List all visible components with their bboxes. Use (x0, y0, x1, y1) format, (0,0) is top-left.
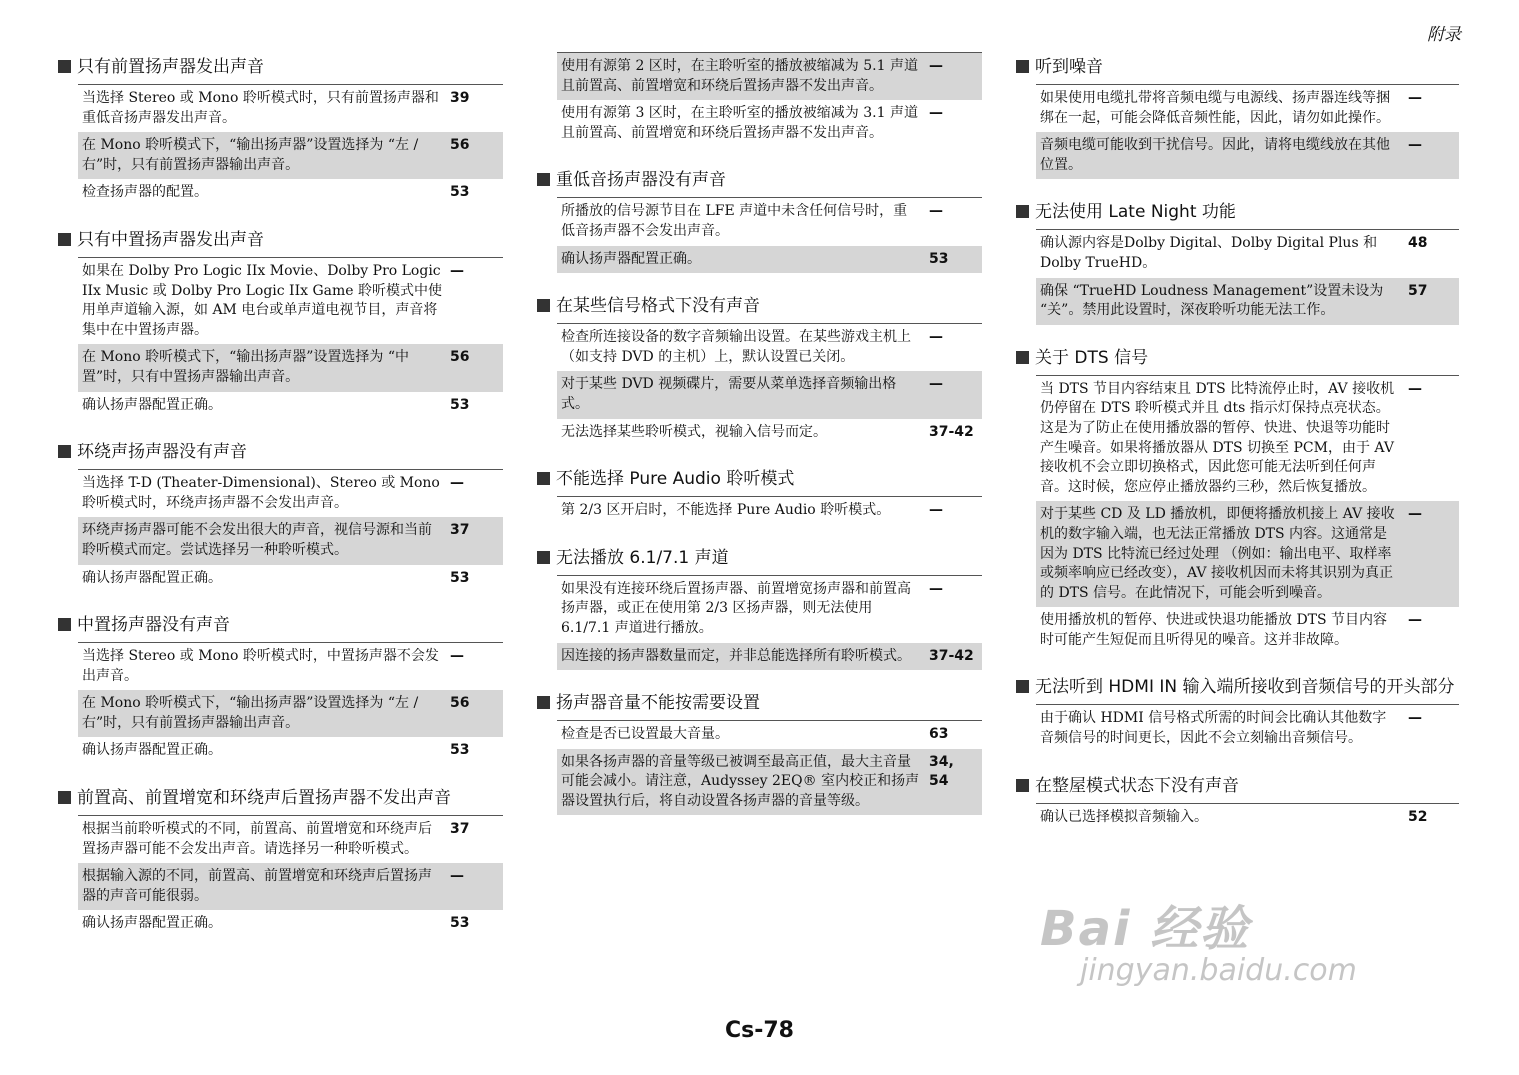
table-row (78, 392, 503, 420)
page-reference: — (450, 262, 464, 279)
issue-table (557, 496, 982, 525)
page-reference: — (929, 580, 943, 597)
square-bullet-icon (58, 233, 71, 246)
table-row (557, 53, 982, 100)
page-reference: 53 (450, 915, 470, 932)
page-reference: 52 (1408, 808, 1428, 825)
page-reference: 53 (929, 250, 949, 267)
table-row (78, 258, 503, 344)
section-title: 扬声器音量不能按需要设置 (556, 693, 760, 714)
watermark-url: jingyan.baidu.com (1080, 953, 1357, 988)
table-row (557, 198, 982, 245)
page-reference: — (929, 105, 943, 122)
section-title: 无法使用 Late Night 功能 (1035, 202, 1236, 223)
page-reference: 57 (1408, 282, 1428, 299)
troubleshooting-section (537, 165, 982, 273)
section-title: 只有中置扬声器发出声音 (77, 229, 264, 250)
section-heading (1016, 197, 1459, 229)
watermark-logo (1040, 890, 1357, 988)
table-row (1036, 804, 1459, 832)
section-title: 无法听到 HDMI IN 输入端所接收到音频信号的开头部分 (1035, 677, 1455, 698)
page-reference: 53 (450, 569, 470, 586)
page-reference: — (1408, 90, 1422, 106)
page-reference: 56 (450, 695, 470, 712)
table-row (557, 419, 982, 447)
page-reference: — (929, 58, 943, 74)
issue-description: 如果各扬声器的音量等级已被调至最高正值，最大主音量可能会减小。请注意，Audyssey 2EQ® 室内校正和扬声器设置执行后，将自动设置各扬声器的音量等级。 (561, 753, 920, 809)
section-heading (58, 225, 503, 257)
page-reference: 56 (450, 349, 470, 366)
square-bullet-icon (1016, 205, 1029, 218)
table-row (557, 324, 982, 371)
section-title: 在某些信号格式下没有声音 (556, 296, 760, 317)
page-reference: 63 (929, 726, 949, 743)
square-bullet-icon (537, 551, 550, 564)
page-reference: 34, 54 (929, 753, 954, 790)
troubleshooting-section (537, 291, 982, 446)
table-row (78, 737, 503, 765)
issue-description: 检查是否已设置最大音量。 (561, 726, 729, 743)
troubleshooting-section (537, 464, 982, 525)
issue-description: 确认扬声器配置正确。 (82, 915, 222, 932)
troubleshooting-section (58, 610, 503, 765)
troubleshooting-section (1016, 343, 1459, 655)
issue-description: 对于某些 DVD 视频碟片，需要从菜单选择音频输出格式。 (561, 376, 897, 412)
page-reference: — (1408, 380, 1422, 397)
section-title: 听到噪音 (1035, 57, 1103, 77)
troubleshooting-section (537, 543, 982, 670)
issue-description: 第 2/3 区开启时，不能选择 Pure Audio 聆听模式。 (561, 502, 891, 519)
issue-description: 在 Mono 聆听模式下，“输出扬声器”设置选择为 “中置”时，只有中置扬声器输出声音。 (82, 349, 410, 385)
section-title: 无法播放 6.1/7.1 声道 (556, 547, 729, 568)
issue-description: 所播放的信号源节目在 LFE 声道中未含任何信号时，重低音扬声器不会发出声音。 (561, 203, 908, 239)
table-row (557, 643, 982, 671)
issue-description: 当 DTS 节目内容结束且 DTS 比特流停止时，AV 接收机仍停留在 DTS 聆听模式并且 dts 指示灯保持点亮状态。这是为了防止在使用播放器的暂停、快进、快退等功能时产生噪音。如果将播放器从 DTS 切换至 PCM，由于 AV 接收机不会立即切换格式，因此您可能无法听到任何声音。这时候，您应停止播放器约三秒，然后恢复播放。 (1040, 380, 1395, 495)
square-bullet-icon (58, 60, 71, 73)
issue-table (557, 323, 982, 446)
table-row (557, 371, 982, 418)
page-reference: — (1408, 710, 1422, 727)
square-bullet-icon (1016, 60, 1029, 73)
section-title: 环绕声扬声器没有声音 (77, 442, 247, 463)
square-bullet-icon (58, 791, 71, 804)
troubleshooting-section (58, 783, 503, 938)
section-heading (1016, 343, 1459, 375)
page-reference: — (929, 203, 943, 220)
table-row (78, 816, 503, 863)
troubleshooting-section (58, 225, 503, 419)
page-reference: 37-42 (929, 647, 974, 664)
issue-description: 确认源内容是Dolby Digital、Dolby Digital Plus 和 Dolby TrueHD。 (1040, 235, 1378, 271)
right-column (1016, 52, 1459, 849)
section-title: 关于 DTS 信号 (1035, 347, 1149, 368)
table-row (78, 690, 503, 737)
issue-description: 检查扬声器的配置。 (82, 184, 208, 201)
issue-description: 如果使用电缆扎带将音频电缆与电源线、扬声器连线等捆绑在一起，可能会降低音频性能，因此，请勿如此操作。 (1040, 90, 1390, 126)
table-row (78, 863, 503, 910)
troubleshooting-section (58, 52, 503, 207)
table-row (1036, 376, 1459, 502)
square-bullet-icon (58, 445, 71, 458)
section-heading (537, 291, 982, 323)
issue-description: 当选择 Stereo 或 Mono 聆听模式时，中置扬声器不会发出声音。 (82, 648, 439, 684)
square-bullet-icon (1016, 680, 1029, 693)
table-row (557, 246, 982, 274)
square-bullet-icon (537, 472, 550, 485)
issue-table (1036, 229, 1459, 324)
table-row (1036, 501, 1459, 607)
page-reference: — (1408, 612, 1422, 629)
issue-description: 根据当前聆听模式的不同，前置高、前置增宽和环绕声后置扬声器可能不会发出声音。请选择另一种聆听模式。 (82, 821, 432, 857)
page-reference: 53 (450, 396, 470, 413)
table-row (1036, 278, 1459, 325)
section-heading (537, 165, 982, 197)
issue-table (78, 257, 503, 419)
page-reference: — (929, 329, 943, 346)
issue-description: 如果在 Dolby Pro Logic IIx Movie、Dolby Pro Logic IIx Music 或 Dolby Pro Logic IIx Game 聆听模式中使用单声道输入源，如 AM 电台或单声道电视节目，声音将集中在中置扬声器。 (82, 262, 443, 338)
page-reference: 56 (450, 137, 470, 154)
page-reference: 53 (450, 184, 470, 201)
table-row (78, 565, 503, 593)
section-heading (1016, 52, 1459, 84)
issue-description: 确认扬声器配置正确。 (82, 396, 222, 413)
issue-description: 确认扬声器配置正确。 (82, 569, 222, 586)
issue-description: 如果没有连接环绕后置扬声器、前置增宽扬声器和前置高扬声器，或正在使用第 2/3 区扬声器，则无法使用 6.1/7.1 声道进行播放。 (561, 580, 911, 636)
table-row (557, 721, 982, 749)
page-reference: 39 (450, 90, 470, 106)
section-heading (58, 610, 503, 642)
table-row (557, 749, 982, 816)
table-row (557, 497, 982, 525)
issue-description: 当选择 T-D (Theater-Dimensional)、Stereo 或 Mono 聆听模式时，环绕声扬声器不会发出声音。 (82, 475, 440, 511)
issue-description: 使用有源第 2 区时，在主聆听室的播放被缩减为 5.1 声道且前置高、前置增宽和环绕后置扬声器不发出声音。 (561, 58, 918, 94)
issue-description: 确认扬声器配置正确。 (561, 250, 701, 267)
issue-description: 使用有源第 3 区时，在主聆听室的播放被缩减为 3.1 声道且前置高、前置增宽和环绕后置扬声器不发出声音。 (561, 105, 918, 141)
issue-description: 确保 “TrueHD Loudness Management”设置未设为 “关”。禁用此设置时，深夜聆听功能无法工作。 (1040, 282, 1384, 319)
issue-table (78, 815, 503, 938)
section-heading (537, 464, 982, 496)
issue-description: 音频电缆可能收到干扰信号。因此，请将电缆线放在其他位置。 (1040, 137, 1390, 173)
issue-description: 在 Mono 聆听模式下，“输出扬声器”设置选择为 “左 / 右”时，只有前置扬声器输出声音。 (82, 695, 419, 731)
square-bullet-icon (537, 299, 550, 312)
page-reference: 53 (450, 742, 470, 759)
page-reference: — (1408, 506, 1422, 523)
troubleshooting-section (1016, 672, 1459, 752)
middle-column (537, 52, 982, 833)
section-title: 重低音扬声器没有声音 (556, 170, 726, 191)
troubleshooting-section (1016, 197, 1459, 324)
issue-description: 根据输入源的不同，前置高、前置增宽和环绕声后置扬声器的声音可能很弱。 (82, 868, 432, 904)
issue-description: 使用播放机的暂停、快进或快退功能播放 DTS 节目内容时可能产生短促而且听得见的噪音。这并非故障。 (1040, 612, 1388, 648)
section-title: 在整屋模式状态下没有声音 (1035, 775, 1239, 796)
table-row (557, 576, 982, 643)
troubleshooting-section (1016, 771, 1459, 832)
section-heading (1016, 672, 1459, 704)
section-title: 只有前置扬声器发出声音 (77, 57, 264, 77)
page-reference: — (450, 868, 464, 885)
issue-description: 确认扬声器配置正确。 (82, 742, 222, 759)
page-reference: — (1408, 137, 1422, 154)
troubleshooting-section (58, 437, 503, 592)
troubleshooting-section (537, 52, 982, 147)
issue-description: 无法选择某些聆听模式，视输入信号而定。 (561, 423, 827, 440)
square-bullet-icon (1016, 779, 1029, 792)
table-row (78, 85, 503, 132)
square-bullet-icon (1016, 351, 1029, 364)
table-row (557, 100, 982, 147)
table-row (78, 179, 503, 207)
troubleshooting-section (1016, 52, 1459, 179)
table-row (78, 643, 503, 690)
section-heading (58, 437, 503, 469)
issue-description: 对于某些 CD 及 LD 播放机，即便将播放机接上 AV 接收机的数字输入端，也无法正常播放 DTS 内容。这通常是因为 DTS 比特流已经过处理 （例如：输出电平、取样率或频率响应已经改变），AV 接收机因而未将其识别为真正的 DTS 信号。在此情况下，可能会听到噪音。 (1040, 506, 1395, 601)
issue-table (1036, 704, 1459, 752)
square-bullet-icon (537, 173, 550, 186)
issue-table (78, 642, 503, 765)
issue-table (1036, 803, 1459, 832)
left-column (58, 52, 503, 956)
table-row (78, 132, 503, 179)
issue-description: 检查所连接设备的数字音频输出设置。在某些游戏主机上 （如支持 DVD 的主机）上，默认设置已关闭。 (561, 329, 911, 365)
page-header-title: 附录 (1427, 25, 1461, 45)
issue-table (1036, 375, 1459, 655)
page-reference: — (929, 376, 943, 393)
page-reference: 37 (450, 821, 470, 838)
table-row (78, 910, 503, 938)
table-row (1036, 85, 1459, 132)
page-reference: — (929, 502, 943, 519)
issue-table (78, 84, 503, 207)
issue-table (78, 469, 503, 592)
troubleshooting-section (537, 688, 982, 815)
page-number: Cs-78 (725, 1018, 794, 1043)
table-row (78, 344, 503, 391)
watermark-top: Bai 经验 (1040, 901, 1251, 957)
table-row (1036, 607, 1459, 654)
square-bullet-icon (58, 618, 71, 631)
section-title: 中置扬声器没有声音 (77, 615, 230, 636)
issue-description: 因连接的扬声器数量而定，并非总能选择所有聆听模式。 (561, 647, 911, 664)
issue-description: 由于确认 HDMI 信号格式所需的时间会比确认其他数字音频信号的时间更长，因此不会立刻输出音频信号。 (1040, 710, 1387, 747)
page-reference: 48 (1408, 235, 1428, 252)
section-heading (537, 688, 982, 720)
page-reference: — (450, 475, 464, 492)
section-title: 不能选择 Pure Audio 聆听模式 (556, 469, 795, 490)
page-reference: — (450, 648, 464, 665)
section-heading (1016, 771, 1459, 803)
page-reference: 37-42 (929, 423, 974, 440)
issue-description: 环绕声扬声器可能不会发出很大的声音，视信号源和当前聆听模式而定。尝试选择另一种聆听模式。 (82, 522, 432, 558)
section-heading (58, 783, 503, 815)
table-row (78, 470, 503, 517)
issue-description: 在 Mono 聆听模式下，“输出扬声器”设置选择为 “左 / 右”时，只有前置扬声器输出声音。 (82, 137, 419, 173)
section-title: 前置高、前置增宽和环绕声后置扬声器不发出声音 (77, 788, 451, 809)
section-heading (58, 52, 503, 84)
issue-table (557, 197, 982, 273)
table-row (1036, 705, 1459, 752)
issue-table (557, 720, 982, 815)
table-row (78, 517, 503, 564)
page-reference: 37 (450, 522, 470, 539)
issue-description: 当选择 Stereo 或 Mono 聆听模式时，只有前置扬声器和重低音扬声器发出声音。 (82, 90, 439, 126)
issue-table (557, 52, 982, 147)
square-bullet-icon (537, 696, 550, 709)
section-heading (537, 543, 982, 575)
issue-description: 确认已选择模拟音频输入。 (1040, 808, 1208, 825)
table-row (1036, 230, 1459, 277)
issue-table (557, 575, 982, 670)
table-row (1036, 132, 1459, 179)
issue-table (1036, 84, 1459, 179)
